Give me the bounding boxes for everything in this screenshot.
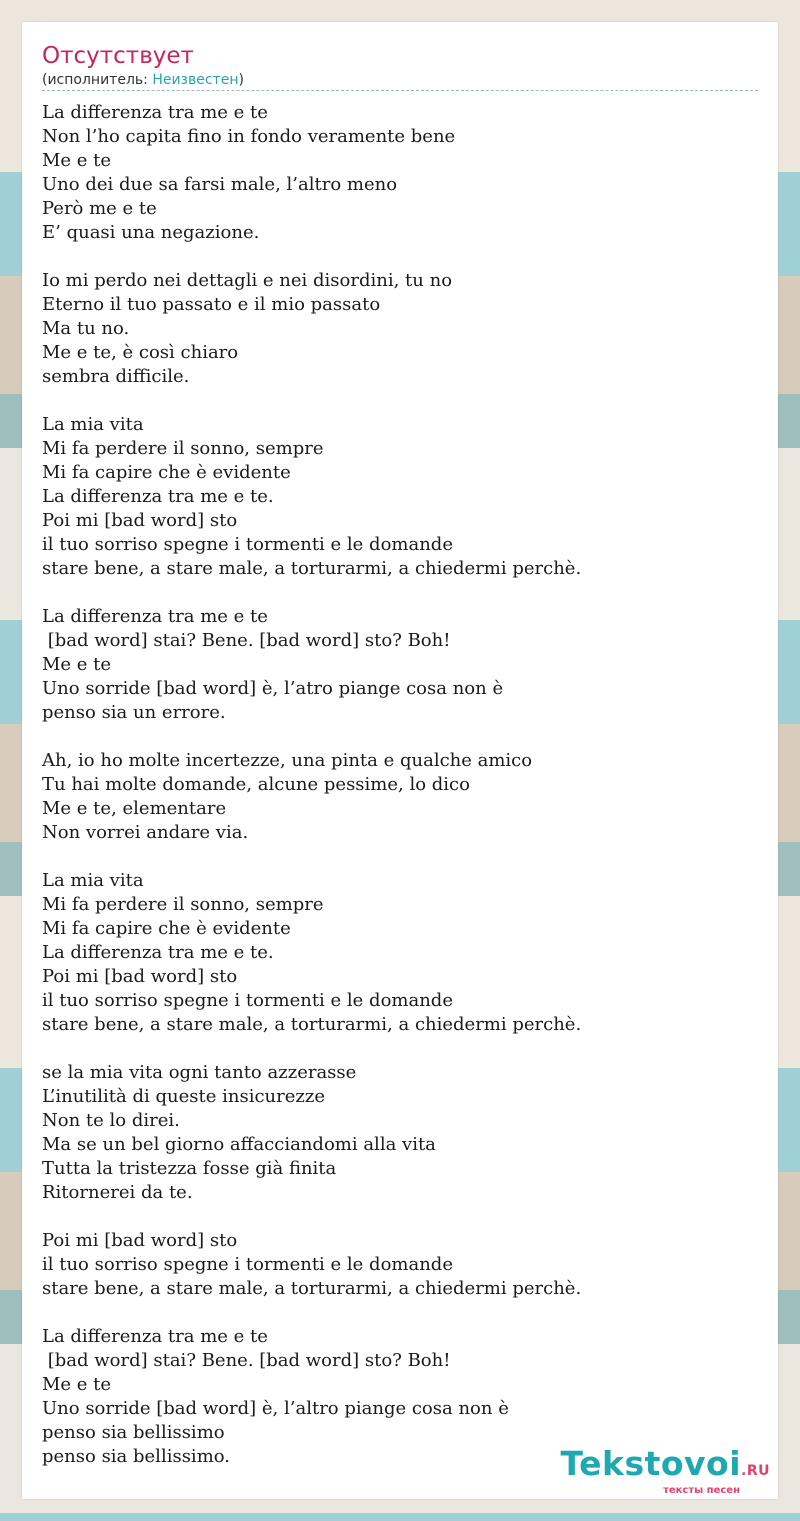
lyric-line: stare bene, a stare male, a torturarmi, a chiedermi perchè.	[42, 1014, 582, 1035]
lyric-line: L’inutilità di queste insicurezze	[42, 1086, 325, 1107]
lyric-line: il tuo sorriso spegne i tormenti e le domande	[42, 990, 453, 1011]
lyrics-text	[42, 101, 581, 1469]
lyric-line: Eterno il tuo passato e il mio passato	[42, 294, 381, 315]
lyric-line: Uno sorride [bad word] è, l’altro piange cosa non è	[42, 1398, 509, 1419]
lyric-line: La differenza tra me e te	[42, 606, 268, 627]
lyric-line: Non vorrei andare via.	[42, 822, 249, 843]
lyric-line: E’ quasi una negazione.	[42, 222, 260, 243]
lyric-line: penso sia bellissimo.	[42, 1446, 230, 1467]
lyric-line: Non te lo direi.	[42, 1110, 180, 1131]
stanza-break	[42, 1301, 581, 1325]
lyric-line: [bad word] stai? Bene. [bad word] sto? Boh!	[42, 630, 451, 651]
lyric-line: Mi fa capire che è evidente	[42, 462, 291, 483]
lyric-line: Ah, io ho molte incertezze, una pinta e qualche amico	[42, 750, 533, 771]
lyric-line: Ma tu no.	[42, 318, 130, 339]
stanza-break	[42, 1037, 581, 1061]
artist-line	[42, 71, 244, 89]
lyric-line: penso sia bellissimo	[42, 1422, 225, 1443]
lyric-line: Però me e te	[42, 198, 157, 219]
lyrics-card	[22, 22, 778, 1499]
lyric-line: Io mi perdo nei dettagli e nei disordini, tu no	[42, 270, 453, 291]
lyric-line: Me e te	[42, 150, 112, 171]
lyric-line: La differenza tra me e te.	[42, 486, 274, 507]
lyric-line: Poi mi [bad word] sto	[42, 1230, 238, 1251]
divider	[42, 90, 758, 91]
lyric-line: Uno sorride [bad word] è, l’atro piange cosa non è	[42, 678, 504, 699]
lyric-line: Mi fa perdere il sonno, sempre	[42, 894, 324, 915]
lyric-line: [bad word] stai? Bene. [bad word] sto? Boh!	[42, 1350, 451, 1371]
lyric-line: La mia vita	[42, 870, 144, 891]
lyric-line: Tu hai molte domande, alcune pessime, lo dico	[42, 774, 470, 795]
lyric-line: Mi fa capire che è evidente	[42, 918, 291, 939]
stanza-break	[42, 389, 581, 413]
artist-suffix: )	[238, 72, 244, 88]
lyric-line: Ma se un bel giorno affacciandomi alla vita	[42, 1134, 436, 1155]
lyric-line: Uno dei due sa farsi male, l’altro meno	[42, 174, 398, 195]
stanza-break	[42, 581, 581, 605]
lyric-line: se la mia vita ogni tanto azzerasse	[42, 1062, 357, 1083]
lyric-line: Tutta la tristezza fosse già finita	[42, 1158, 337, 1179]
lyric-line: Poi mi [bad word] sto	[42, 966, 238, 987]
lyric-line: La differenza tra me e te.	[42, 942, 274, 963]
stanza-break	[42, 245, 581, 269]
song-title: Отсутствует	[42, 43, 194, 69]
logo-text: Tekstovoi	[560, 1444, 742, 1483]
lyric-line: stare bene, a stare male, a torturarmi, a chiedermi perchè.	[42, 558, 582, 579]
lyric-line: Mi fa perdere il sonno, sempre	[42, 438, 324, 459]
logo-tld: .RU	[741, 1463, 770, 1479]
artist-prefix: (исполнитель:	[42, 72, 153, 88]
logo-tagline: тексты песен	[663, 1485, 740, 1496]
lyric-line: Poi mi [bad word] sto	[42, 510, 238, 531]
background-band	[0, 1513, 800, 1521]
lyric-line: Me e te	[42, 1374, 112, 1395]
lyric-line: Me e te, è così chiaro	[42, 342, 239, 363]
lyric-line: La mia vita	[42, 414, 144, 435]
lyric-line: stare bene, a stare male, a torturarmi, a chiedermi perchè.	[42, 1278, 582, 1299]
lyric-line: Non l’ho capita fino in fondo veramente bene	[42, 126, 456, 147]
lyric-line: il tuo sorriso spegne i tormenti e le domande	[42, 534, 453, 555]
lyric-line: penso sia un errore.	[42, 702, 226, 723]
lyric-line: il tuo sorriso spegne i tormenti e le domande	[42, 1254, 453, 1275]
lyric-line: sembra difficile.	[42, 366, 190, 387]
artist-link[interactable]: Неизвестен	[152, 72, 239, 88]
lyric-line: La differenza tra me e te	[42, 102, 268, 123]
lyric-line: Me e te	[42, 654, 112, 675]
lyric-line: La differenza tra me e te	[42, 1326, 268, 1347]
stanza-break	[42, 1205, 581, 1229]
stanza-break	[42, 845, 581, 869]
lyric-line: Me e te, elementare	[42, 798, 227, 819]
stanza-break	[42, 725, 581, 749]
site-logo[interactable]	[560, 1444, 770, 1497]
lyric-line: Ritornerei da te.	[42, 1182, 193, 1203]
